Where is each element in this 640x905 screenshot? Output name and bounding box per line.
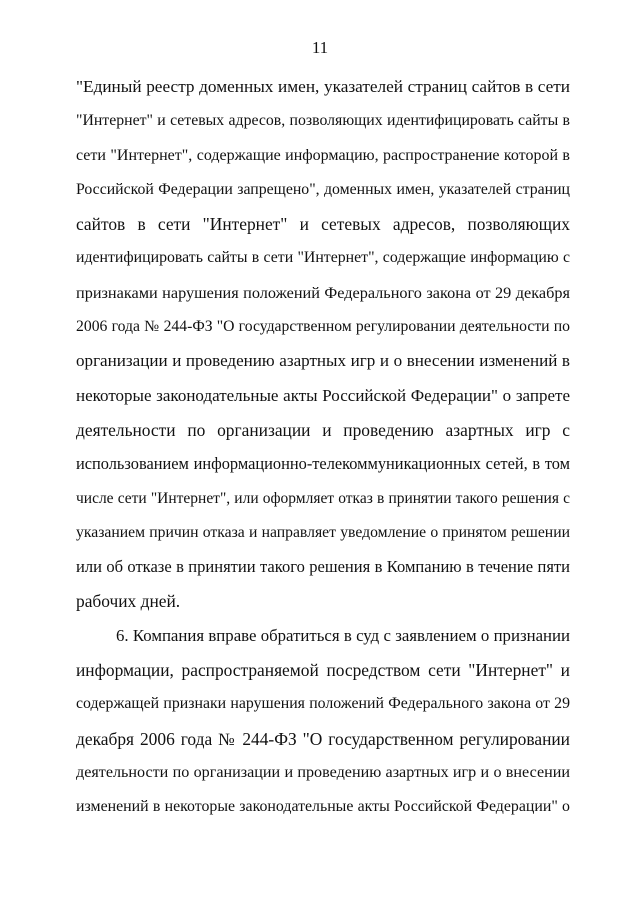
page-number: 11: [311, 38, 329, 57]
text-line: декабря 2006 года № 244-ФЗ "О государственном регулировании: [76, 728, 570, 749]
text-line: некоторые законодательные акты Российской Федерации" о запрете: [76, 385, 570, 405]
text-line: сети "Интернет", содержащие информацию, распространение которой в: [76, 146, 570, 164]
text-line: "Интернет" и сетевых адресов, позволяющих идентифицировать сайты в: [76, 112, 570, 130]
text-line: 6. Компания вправе обратиться в суд с заявлением о признании: [116, 625, 570, 645]
text-line: использованием информационно-телекоммуникационных сетей, в том: [76, 454, 570, 474]
text-line: 2006 года № 244-ФЗ "О государственном регулировании деятельности по: [76, 318, 570, 336]
paragraph: [76, 619, 570, 825]
text-line: Российской Федерации запрещено", доменных имен, указателей страниц: [76, 180, 570, 198]
text-line: организации и проведению азартных игр и о внесении изменений в: [76, 351, 570, 371]
text-line: рабочих дней.: [76, 591, 181, 612]
text-line: деятельности по организации и проведению азартных игр и о внесении: [76, 763, 570, 781]
text-line: или об отказе в принятии такого решения в Компанию в течение пяти: [76, 557, 570, 577]
text-line: сайтов в сети "Интернет" и сетевых адресов, позволяющих: [76, 214, 570, 235]
text-line: информации, распространяемой посредством сети "Интернет" и: [76, 660, 570, 681]
text-line: изменений в некоторые законодательные акты Российской Федерации" о: [76, 798, 570, 816]
text-line: "Единый реестр доменных имен, указателей страниц сайтов в сети: [76, 77, 570, 96]
text-line: содержащей признаки нарушения положений Федерального закона от 29: [76, 695, 570, 713]
text-line: числе сети "Интернет", или оформляет отказ в принятии такого решения с: [76, 489, 570, 507]
text-line: деятельности по организации и проведению азартных игр с: [76, 419, 570, 440]
document-body: [76, 70, 570, 825]
text-line: признаками нарушения положений Федерального закона от 29 декабря: [76, 283, 570, 302]
paragraph: [76, 70, 570, 619]
text-line: указанием причин отказа и направляет уведомление о принятом решении: [76, 523, 570, 541]
text-line: идентифицировать сайты в сети "Интернет", содержащие информацию с: [76, 249, 570, 267]
